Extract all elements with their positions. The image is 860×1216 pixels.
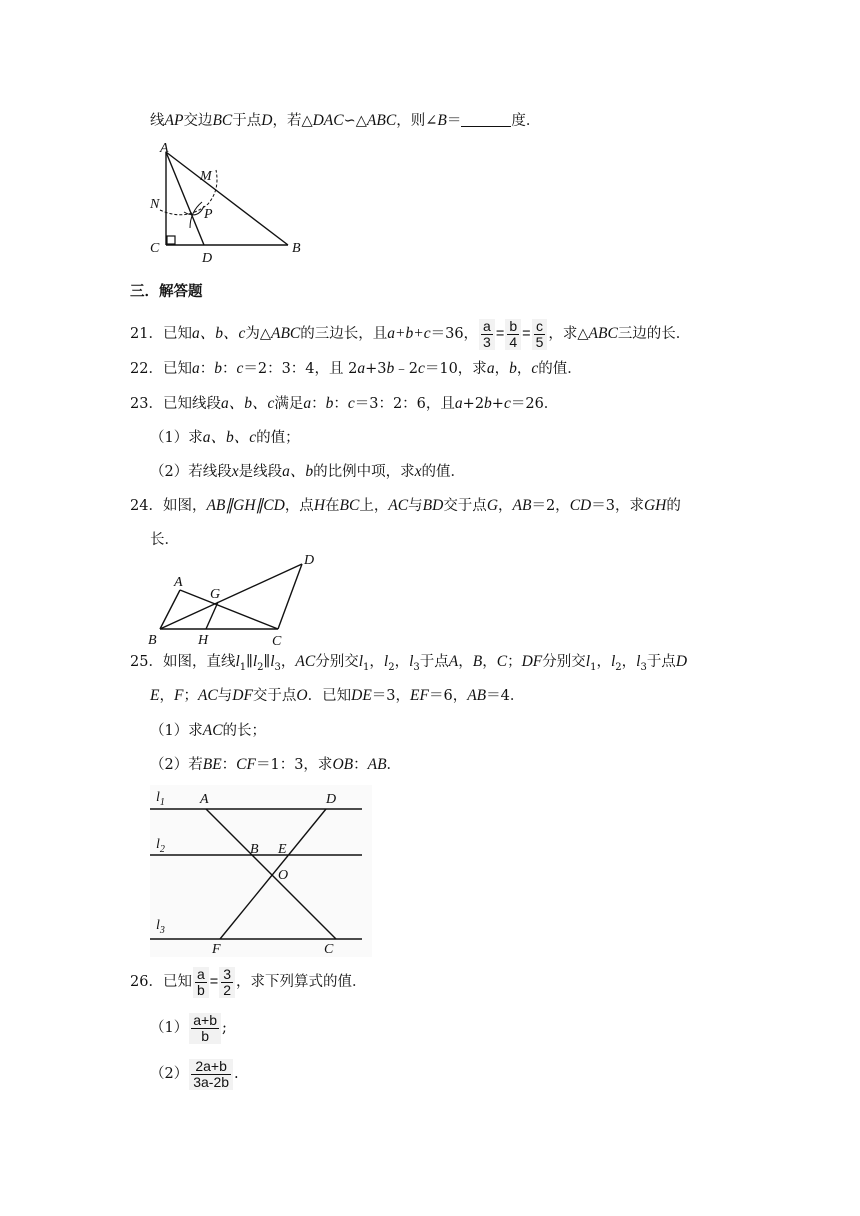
question-22: 22．已知a：b：c＝2：3：4，且 2a+3b﹣2c＝10，求a，b，c的值． (130, 360, 582, 377)
q21-var: a、b、c (191, 325, 246, 342)
label-g: G (210, 587, 221, 602)
label-d: D (304, 553, 315, 568)
q20-var: D (261, 112, 273, 129)
fraction-apb-over-b: $\frac{a+b}{b}$ (189, 1013, 221, 1044)
label-a: A (160, 141, 169, 156)
q21-frag: ，求△ (548, 326, 589, 342)
q21-frag: 三边的长． (617, 326, 691, 342)
label-l1: $l_1$ (156, 790, 165, 808)
label-n: N (150, 197, 160, 212)
label-c: C (324, 942, 334, 957)
segment-bd (160, 564, 302, 629)
q21-frag: ＝36， (430, 326, 479, 342)
q21-frag: 为△ (245, 326, 271, 342)
q20-frag: 度． (511, 113, 541, 129)
question-26-part-1: （1） $\frac{a+b}{b}$ ; (150, 1011, 227, 1044)
question-24-line2: 长． (150, 532, 179, 548)
fraction-expression: $\frac{2a+b}{3a-2b}$ (189, 1059, 233, 1090)
segment-gh (206, 602, 218, 629)
q20-var: ABC (366, 112, 397, 129)
section-heading: 三．解答题 (130, 283, 203, 300)
q20-var: BC (212, 112, 233, 129)
q21-var: a+b+c (387, 325, 431, 342)
q20-frag: 交边 (183, 113, 213, 129)
q20-frag: 线 (150, 113, 165, 129)
q20-var: AP (164, 112, 184, 129)
q21-frag: 21．已知 (130, 326, 192, 342)
label-c: C (150, 241, 160, 256)
label-b: B (250, 842, 259, 857)
figure-background (150, 785, 372, 957)
q20-frag: ，则∠ (396, 113, 438, 129)
question-23-part-2: （2）若线段x是线段a、b的比例中项，求x的值． (150, 463, 466, 480)
right-angle-mark (167, 236, 175, 244)
label-p: P (204, 207, 213, 222)
figure-parallel-segments (146, 552, 321, 648)
fraction-b-4: $\frac{b}{4}$ (505, 319, 521, 350)
label-b: B (148, 633, 157, 648)
q20-frag: 于点 (232, 113, 262, 129)
label-h: H (198, 633, 209, 648)
q21-frag: 的三边长，且 (300, 326, 388, 342)
fraction-a-b: $\frac{a}{b}$ (193, 967, 209, 998)
question-26-part-2: （2） $\frac{2a+b}{3a-2b}$ . (150, 1057, 239, 1090)
q20-frag: ，若△ (272, 113, 313, 129)
segment-ab (160, 590, 180, 629)
label-o: O (278, 868, 289, 883)
question-21: 21．已知a、b、c为△ABC的三边长，且a+b+c＝36， $\frac{a}{3}$ = $\frac{b}{4}$ = $\frac{c}{5}$ ，求△ABC三边的长． (130, 317, 691, 350)
label-l3: $l_3$ (156, 918, 165, 936)
q21-var: ABC (588, 325, 618, 342)
fraction-c-5: $\frac{c}{5}$ (532, 319, 548, 350)
label-d: D (326, 792, 337, 807)
label-c: C (272, 634, 282, 648)
question-26: 26．已知 $\frac{a}{b}$ = $\frac{3}{2}$ ，求下列算式的值． (130, 965, 367, 998)
label-a: A (174, 575, 183, 590)
label-f: F (212, 942, 221, 957)
question-23: 23．已知线段a、b、c满足a：b：c＝3：2：6，且a+2b+c＝26． (130, 395, 559, 412)
answer-blank[interactable] (461, 112, 511, 127)
label-l2: $l_2$ (156, 837, 165, 855)
q20-var: DAC (312, 112, 344, 129)
label-b: B (292, 241, 301, 256)
label-d: D (202, 251, 213, 265)
question-25-line2: E，F；AC与DF交于点O．已知DE＝3，EF＝6，AB＝4． (150, 687, 525, 704)
q21-var: ABC (271, 325, 301, 342)
question-23-part-1: （1）求a、b、c的值； (150, 429, 300, 446)
q20-text (150, 111, 540, 131)
label-m: M (200, 169, 212, 184)
q20-var: B (437, 112, 447, 129)
fraction-a-3: $\frac{a}{3}$ (479, 319, 495, 350)
figure-triangle-abc (146, 140, 306, 265)
label-e: E (278, 842, 287, 857)
question-25-part-2: （2）若BE：CF＝1：3，求OB：AB． (150, 756, 402, 773)
question-25-part-1: （1）求AC的长； (150, 722, 267, 739)
arc-p1 (184, 206, 204, 215)
fraction-3-2: $\frac{3}{2}$ (219, 967, 235, 998)
question-25: 25．如图，直线$l_1\parallel l_2\parallel l_3$，AC分别交$l_1$，$l_2$，$l_3$于点A，B，C；DF分别交$l_1$，$l_2$，$l_3$于点D (130, 653, 688, 673)
label-a: A (200, 792, 209, 807)
figure-three-parallel-lines (150, 785, 372, 957)
question-24: 24．如图，AB∥GH∥CD，点H在BC上，AC与BD交于点G，AB＝2，CD＝3，求GH的 (130, 497, 681, 514)
segment-ac (180, 590, 278, 629)
q20-frag: ＝ (446, 113, 462, 129)
q20-frag: ∽△ (343, 113, 367, 129)
